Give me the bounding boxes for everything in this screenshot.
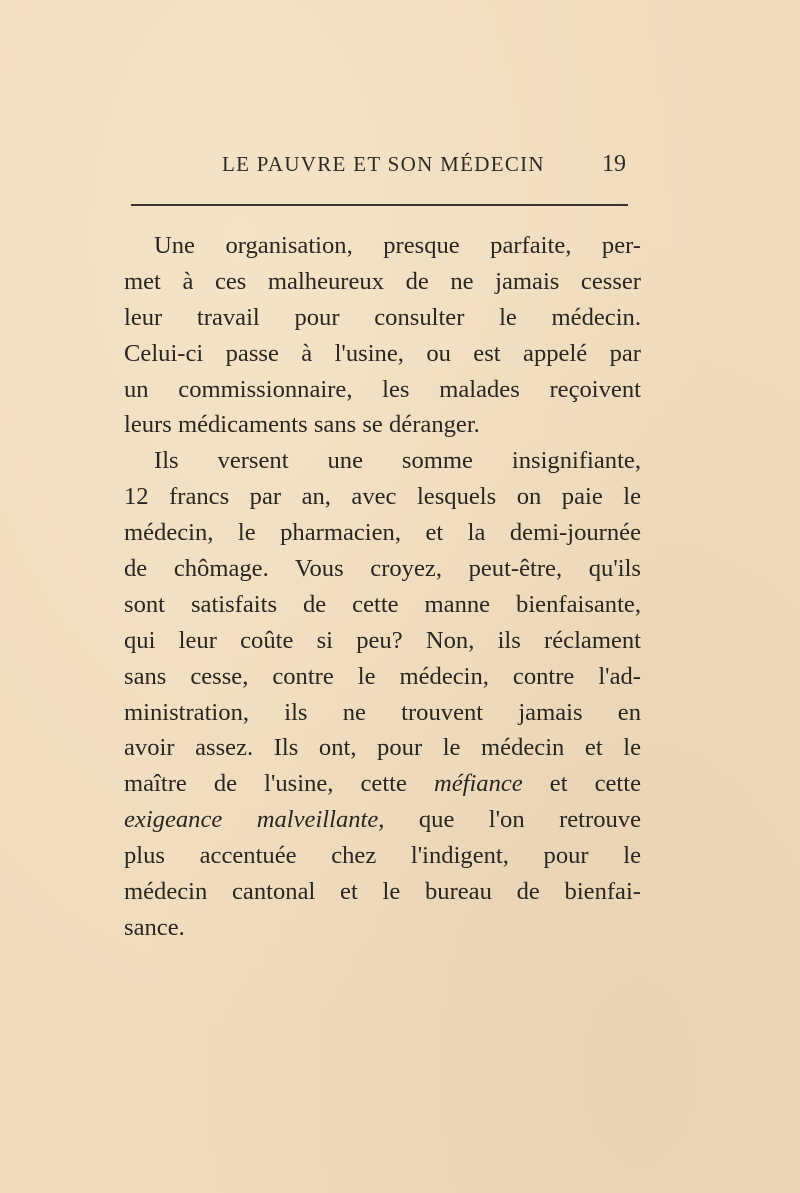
text-line: met à ces malheureux de ne jamais cesser <box>124 267 641 295</box>
text-line <box>124 766 641 802</box>
text-line: médecin, le pharmacien, et la demi-journée <box>124 519 641 547</box>
running-title: LE PAUVRE ET SON MÉDECIN <box>222 152 545 176</box>
text-line: qui leur coûte si peu? Non, ils réclament <box>124 626 641 654</box>
text-line: Ils versent une somme insignifiante, <box>154 447 641 475</box>
text-line: sont satisfaits de cette manne bienfaisante, <box>124 590 641 618</box>
text-line: leur travail pour consulter le médecin. <box>124 303 641 331</box>
text-line: 12 francs par an, avec lesquels on paie le <box>124 483 641 511</box>
text-line <box>124 802 641 838</box>
text-line: sans cesse, contre le médecin, contre l'ad- <box>124 662 641 690</box>
line-segment: et cette <box>522 770 641 798</box>
line-segment: , que l'on retrouve <box>378 806 642 834</box>
line-segment: maître de l'usine, cette <box>124 770 434 798</box>
text-line: Celui-ci passe à l'usine, ou est appelé par <box>124 339 641 367</box>
page-number: 19 <box>602 151 626 177</box>
text-line: de chômage. Vous croyez, peut-être, qu'ils <box>124 555 641 583</box>
text-line: un commissionnaire, les malades reçoivent <box>124 375 641 403</box>
header-rule <box>131 204 628 206</box>
text-line: leurs médicaments sans se déranger. <box>124 411 480 439</box>
text-line: plus accentuée chez l'indigent, pour le <box>124 842 641 870</box>
running-head <box>0 146 800 182</box>
italic-emphasis: méfiance <box>433 770 523 798</box>
text-line: sance. <box>124 913 185 941</box>
text-line: médecin cantonal et le bureau de bienfai- <box>124 878 641 906</box>
body-text <box>124 228 641 946</box>
text-line: avoir assez. Ils ont, pour le médecin et le <box>124 734 641 762</box>
text-line: ministration, ils ne trouvent jamais en <box>124 698 641 726</box>
text-line: Une organisation, presque parfaite, per- <box>154 232 641 259</box>
italic-emphasis: exigeance malveillante <box>124 806 379 834</box>
